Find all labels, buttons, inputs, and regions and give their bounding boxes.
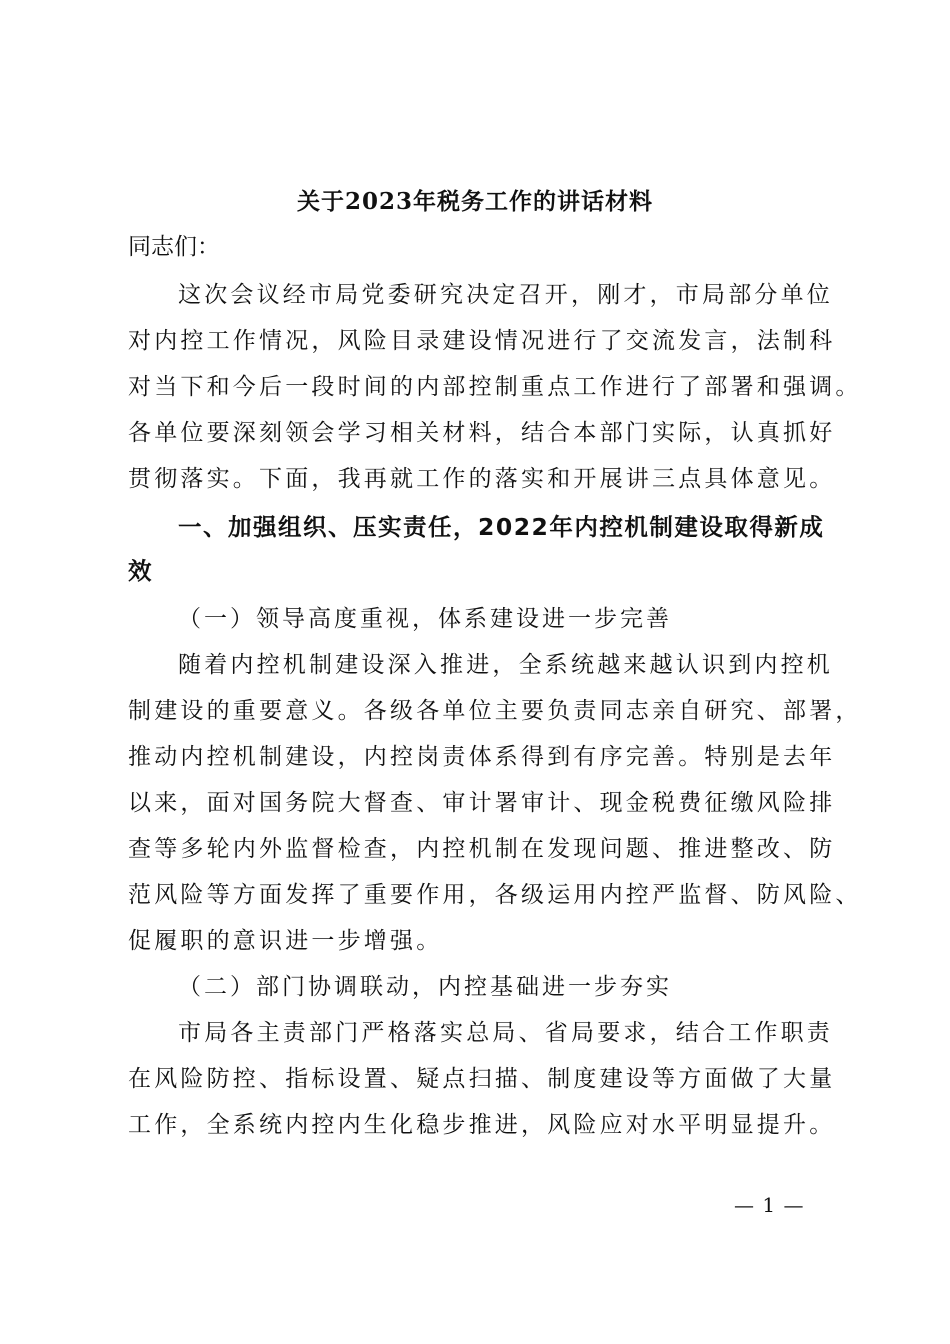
salutation: 同志们： [128,234,220,260]
body-line: 范风险等方面发挥了重要作用，各级运用内控严监督、防风险、 [128,882,862,908]
page-number: — 1 — [734,1193,805,1217]
body-line: 制建设的重要意义。各级各单位主要负责同志亲自研究、部署， [128,698,862,724]
body-line: 查等多轮内外监督检查，内控机制在发现问题、推进整改、防 [128,836,836,862]
subsection-heading: （二）部门协调联动，内控基础进一步夯实 [178,974,672,1000]
body-line: 工作，全系统内控内生化稳步推进，风险应对水平明显提升。 [128,1112,836,1138]
section-heading: 一、加强组织、压实责任，2022年内控机制建设取得新成 [178,513,825,541]
body-line: 随着内控机制建设深入推进，全系统越来越认识到内控机 [178,652,833,678]
intro-line: 各单位要深刻领会学习相关材料，结合本部门实际，认真抓好 [128,420,836,446]
document-title: 关于2023年税务工作的讲话材料 [296,188,653,215]
body-line: 促履职的意识进一步增强。 [128,928,443,954]
section-heading: 效 [128,557,153,585]
subsection-heading: （一）领导高度重视，体系建设进一步完善 [178,606,672,632]
body-line: 以来，面对国务院大督查、审计署审计、现金税费征缴风险排 [128,790,836,816]
intro-line: 这次会议经市局党委研究决定召开，刚才，市局部分单位 [178,282,833,308]
body-line: 在风险防控、指标设置、疑点扫描、制度建设等方面做了大量 [128,1066,836,1092]
intro-line: 贯彻落实。下面，我再就工作的落实和开展讲三点具体意见。 [128,466,836,492]
intro-line: 对内控工作情况，风险目录建设情况进行了交流发言，法制科 [128,328,836,354]
body-line: 市局各主责部门严格落实总局、省局要求，结合工作职责 [178,1020,833,1046]
intro-line: 对当下和今后一段时间的内部控制重点工作进行了部署和强调。 [128,374,862,400]
body-line: 推动内控机制建设，内控岗责体系得到有序完善。特别是去年 [128,744,836,770]
